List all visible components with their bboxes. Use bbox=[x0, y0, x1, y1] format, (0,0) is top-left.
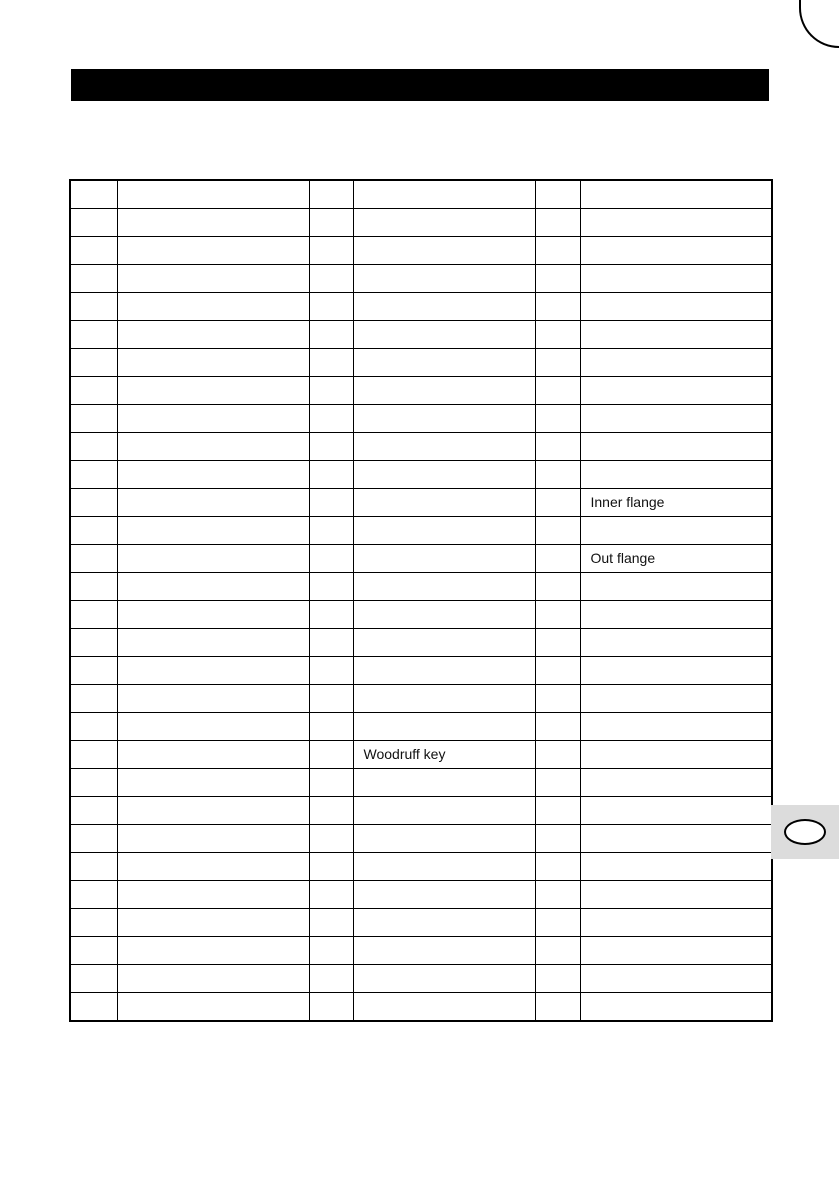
name-cell: Woodruff key bbox=[353, 741, 535, 769]
no-cell bbox=[535, 265, 580, 293]
name-cell bbox=[353, 349, 535, 377]
name-cell bbox=[117, 853, 309, 881]
name-cell bbox=[353, 881, 535, 909]
name-cell bbox=[580, 517, 772, 545]
no-cell bbox=[70, 797, 117, 825]
name-cell bbox=[580, 293, 772, 321]
name-cell bbox=[580, 853, 772, 881]
name-cell bbox=[117, 293, 309, 321]
name-cell bbox=[353, 713, 535, 741]
no-cell bbox=[535, 993, 580, 1022]
name-cell bbox=[353, 601, 535, 629]
name-cell bbox=[353, 293, 535, 321]
name-cell bbox=[117, 349, 309, 377]
name-cell bbox=[353, 797, 535, 825]
name-cell bbox=[580, 237, 772, 265]
no-cell bbox=[70, 657, 117, 685]
name-cell: Inner flange bbox=[580, 489, 772, 517]
name-cell bbox=[580, 657, 772, 685]
no-cell bbox=[309, 881, 353, 909]
name-cell bbox=[117, 377, 309, 405]
name-cell bbox=[580, 433, 772, 461]
no-cell bbox=[70, 713, 117, 741]
no-cell bbox=[70, 461, 117, 489]
name-cell bbox=[580, 321, 772, 349]
no-cell bbox=[309, 517, 353, 545]
name-cell bbox=[117, 405, 309, 433]
no-cell bbox=[535, 433, 580, 461]
no-cell bbox=[70, 321, 117, 349]
no-cell bbox=[70, 265, 117, 293]
name-cell bbox=[580, 825, 772, 853]
no-cell bbox=[309, 405, 353, 433]
no-cell bbox=[535, 237, 580, 265]
name-cell bbox=[353, 965, 535, 993]
no-cell bbox=[535, 853, 580, 881]
no-cell bbox=[535, 741, 580, 769]
name-cell: Out flange bbox=[580, 545, 772, 573]
no-cell bbox=[535, 405, 580, 433]
no-cell bbox=[535, 629, 580, 657]
name-cell bbox=[580, 461, 772, 489]
name-cell bbox=[353, 685, 535, 713]
no-cell bbox=[309, 797, 353, 825]
name-cell bbox=[353, 937, 535, 965]
no-cell bbox=[535, 209, 580, 237]
name-cell bbox=[117, 180, 309, 209]
name-cell bbox=[580, 685, 772, 713]
table-row bbox=[70, 993, 772, 1022]
no-cell bbox=[535, 937, 580, 965]
no-cell bbox=[535, 573, 580, 601]
name-cell bbox=[580, 909, 772, 937]
no-cell bbox=[70, 993, 117, 1022]
no-cell bbox=[70, 517, 117, 545]
name-cell bbox=[580, 993, 772, 1022]
no-cell bbox=[535, 489, 580, 517]
no-cell bbox=[535, 545, 580, 573]
no-cell bbox=[309, 741, 353, 769]
name-cell bbox=[117, 881, 309, 909]
table-row bbox=[70, 573, 772, 601]
no-cell bbox=[309, 657, 353, 685]
name-cell bbox=[580, 741, 772, 769]
no-cell bbox=[535, 180, 580, 209]
no-cell bbox=[70, 909, 117, 937]
name-cell bbox=[353, 461, 535, 489]
name-cell bbox=[117, 713, 309, 741]
name-cell bbox=[353, 405, 535, 433]
table-row bbox=[70, 825, 772, 853]
name-cell bbox=[353, 545, 535, 573]
no-cell bbox=[309, 825, 353, 853]
no-cell bbox=[535, 713, 580, 741]
table-row bbox=[70, 433, 772, 461]
table-row bbox=[70, 545, 772, 573]
no-cell bbox=[70, 629, 117, 657]
no-cell bbox=[70, 825, 117, 853]
no-cell bbox=[70, 573, 117, 601]
name-cell bbox=[580, 881, 772, 909]
name-cell bbox=[580, 265, 772, 293]
table-row bbox=[70, 937, 772, 965]
table-row bbox=[70, 909, 772, 937]
table-row bbox=[70, 349, 772, 377]
no-cell bbox=[309, 713, 353, 741]
name-cell bbox=[117, 657, 309, 685]
name-cell bbox=[117, 209, 309, 237]
table-row bbox=[70, 965, 772, 993]
name-cell bbox=[580, 937, 772, 965]
name-cell bbox=[117, 237, 309, 265]
no-cell bbox=[309, 769, 353, 797]
no-cell bbox=[535, 797, 580, 825]
no-cell bbox=[70, 489, 117, 517]
table-row bbox=[70, 769, 772, 797]
name-cell bbox=[117, 741, 309, 769]
no-cell bbox=[309, 489, 353, 517]
name-cell bbox=[353, 265, 535, 293]
name-cell bbox=[353, 909, 535, 937]
no-cell bbox=[309, 685, 353, 713]
table-row bbox=[70, 713, 772, 741]
name-cell bbox=[117, 993, 309, 1022]
no-cell bbox=[535, 377, 580, 405]
no-cell bbox=[535, 657, 580, 685]
no-cell bbox=[70, 685, 117, 713]
title-bar bbox=[71, 69, 769, 101]
name-cell bbox=[353, 573, 535, 601]
no-cell bbox=[309, 909, 353, 937]
parts-list-table bbox=[69, 179, 773, 1022]
table-row bbox=[70, 209, 772, 237]
name-cell bbox=[117, 909, 309, 937]
no-cell bbox=[309, 573, 353, 601]
name-cell bbox=[580, 629, 772, 657]
no-cell bbox=[309, 937, 353, 965]
no-cell bbox=[309, 180, 353, 209]
table-row bbox=[70, 881, 772, 909]
no-cell bbox=[309, 433, 353, 461]
name-cell bbox=[117, 685, 309, 713]
name-cell bbox=[580, 377, 772, 405]
name-cell bbox=[580, 180, 772, 209]
name-cell bbox=[580, 713, 772, 741]
no-cell bbox=[70, 349, 117, 377]
language-oval-icon bbox=[784, 819, 826, 845]
no-cell bbox=[535, 685, 580, 713]
name-cell bbox=[117, 545, 309, 573]
no-cell bbox=[309, 377, 353, 405]
table-row bbox=[70, 237, 772, 265]
table-row bbox=[70, 461, 772, 489]
no-cell bbox=[535, 461, 580, 489]
no-cell bbox=[309, 993, 353, 1022]
language-tab bbox=[771, 805, 839, 859]
name-cell bbox=[580, 965, 772, 993]
no-cell bbox=[535, 825, 580, 853]
name-cell bbox=[580, 405, 772, 433]
name-cell bbox=[117, 489, 309, 517]
name-cell bbox=[117, 825, 309, 853]
name-cell bbox=[580, 769, 772, 797]
no-cell bbox=[70, 405, 117, 433]
name-cell bbox=[580, 349, 772, 377]
name-cell bbox=[353, 321, 535, 349]
no-cell bbox=[70, 601, 117, 629]
no-cell bbox=[309, 461, 353, 489]
no-cell bbox=[70, 965, 117, 993]
name-cell bbox=[117, 797, 309, 825]
name-cell bbox=[117, 601, 309, 629]
name-cell bbox=[353, 489, 535, 517]
name-cell bbox=[353, 657, 535, 685]
no-cell bbox=[535, 293, 580, 321]
table-row bbox=[70, 517, 772, 545]
no-cell bbox=[309, 293, 353, 321]
name-cell bbox=[353, 517, 535, 545]
name-cell bbox=[117, 965, 309, 993]
name-cell bbox=[117, 573, 309, 601]
table-row bbox=[70, 741, 772, 769]
no-cell bbox=[70, 180, 117, 209]
name-cell bbox=[117, 433, 309, 461]
no-cell bbox=[535, 881, 580, 909]
no-cell bbox=[70, 433, 117, 461]
name-cell bbox=[117, 321, 309, 349]
no-cell bbox=[309, 349, 353, 377]
no-cell bbox=[70, 937, 117, 965]
name-cell bbox=[353, 769, 535, 797]
name-cell bbox=[117, 937, 309, 965]
no-cell bbox=[70, 741, 117, 769]
page-corner-mark bbox=[799, 0, 839, 48]
no-cell bbox=[535, 909, 580, 937]
name-cell bbox=[353, 825, 535, 853]
name-cell bbox=[353, 993, 535, 1022]
no-cell bbox=[309, 545, 353, 573]
name-cell bbox=[353, 377, 535, 405]
no-cell bbox=[70, 853, 117, 881]
table-row bbox=[70, 405, 772, 433]
name-cell bbox=[117, 265, 309, 293]
name-cell bbox=[353, 853, 535, 881]
name-cell bbox=[117, 769, 309, 797]
table-row bbox=[70, 629, 772, 657]
table-row bbox=[70, 377, 772, 405]
no-cell bbox=[70, 769, 117, 797]
name-cell bbox=[117, 629, 309, 657]
no-cell bbox=[70, 237, 117, 265]
name-cell bbox=[580, 209, 772, 237]
table-row bbox=[70, 685, 772, 713]
name-cell bbox=[353, 209, 535, 237]
no-cell bbox=[535, 349, 580, 377]
name-cell bbox=[353, 180, 535, 209]
name-cell bbox=[580, 573, 772, 601]
table-row bbox=[70, 489, 772, 517]
no-cell bbox=[309, 601, 353, 629]
name-cell bbox=[117, 517, 309, 545]
no-cell bbox=[70, 209, 117, 237]
table-row bbox=[70, 657, 772, 685]
name-cell bbox=[353, 629, 535, 657]
table-row bbox=[70, 853, 772, 881]
no-cell bbox=[70, 545, 117, 573]
no-cell bbox=[535, 769, 580, 797]
no-cell bbox=[309, 853, 353, 881]
no-cell bbox=[309, 265, 353, 293]
table-row bbox=[70, 293, 772, 321]
name-cell bbox=[353, 237, 535, 265]
no-cell bbox=[535, 321, 580, 349]
table-row bbox=[70, 265, 772, 293]
no-cell bbox=[309, 629, 353, 657]
name-cell bbox=[580, 601, 772, 629]
name-cell bbox=[580, 797, 772, 825]
no-cell bbox=[535, 601, 580, 629]
name-cell bbox=[353, 433, 535, 461]
no-cell bbox=[309, 321, 353, 349]
no-cell bbox=[309, 237, 353, 265]
no-cell bbox=[309, 965, 353, 993]
no-cell bbox=[535, 517, 580, 545]
table-row bbox=[70, 321, 772, 349]
table-row bbox=[70, 601, 772, 629]
name-cell bbox=[117, 461, 309, 489]
no-cell bbox=[70, 881, 117, 909]
table-row bbox=[70, 797, 772, 825]
no-cell bbox=[535, 965, 580, 993]
table-row bbox=[70, 180, 772, 209]
no-cell bbox=[70, 293, 117, 321]
no-cell bbox=[309, 209, 353, 237]
no-cell bbox=[70, 377, 117, 405]
